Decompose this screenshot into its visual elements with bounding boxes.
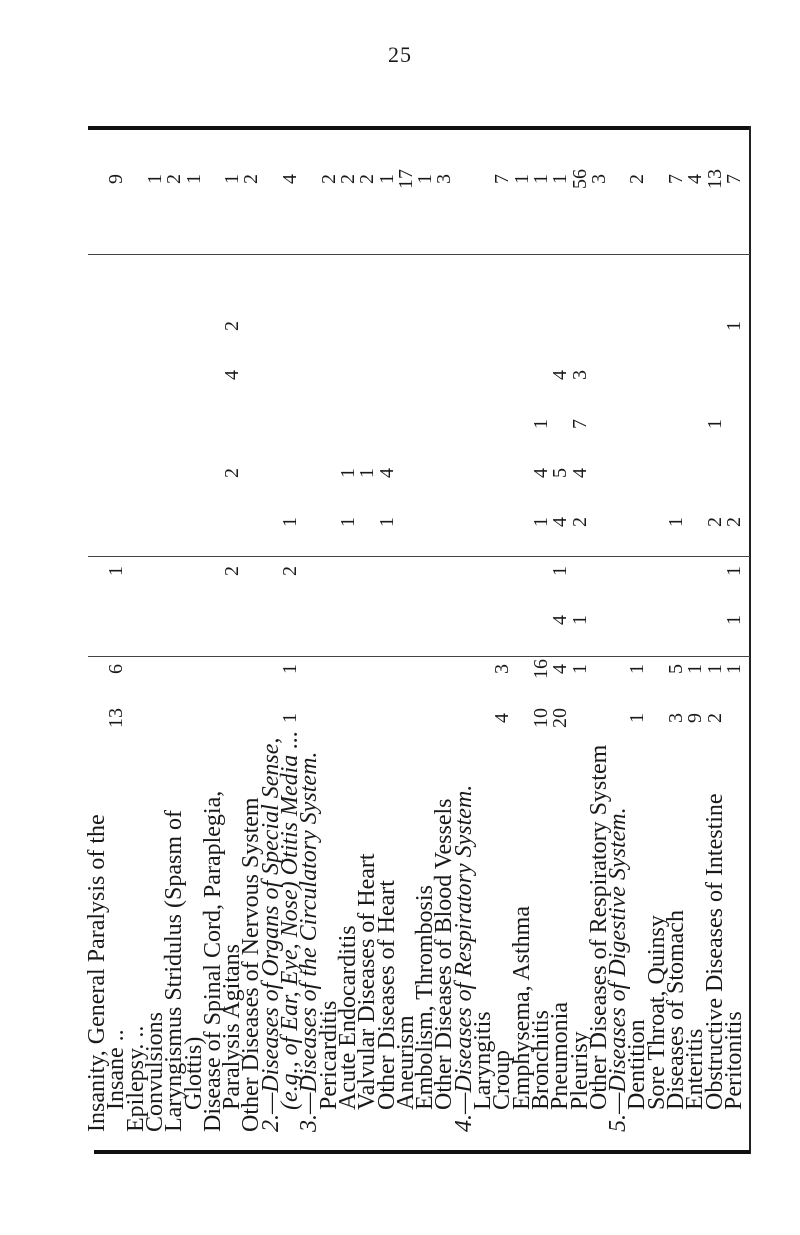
- table-cell: 9: [105, 174, 128, 184]
- cause-label: Pleurisy: [566, 1031, 593, 1110]
- section-heading: 2.—Diseases of Organs of Special Sense,: [257, 737, 284, 1132]
- table-cell: 2: [317, 174, 340, 184]
- table-row: [717, 140, 751, 1140]
- cause-label: Other Diseases of Blood Vessels: [431, 798, 458, 1110]
- table-cell: 1: [626, 664, 649, 674]
- mortality-table: [0, 140, 747, 1140]
- cause-label: Disease of Spinal Cord, Paraplegia,: [199, 790, 226, 1132]
- cause-label: Peritonitis: [720, 1011, 747, 1110]
- table-cell: 6: [105, 664, 128, 674]
- table-cell: 1: [703, 419, 726, 429]
- table-cell: 4: [549, 517, 572, 527]
- section-heading: 5.—Diseases of Digestive System.: [605, 807, 632, 1132]
- table-cell: 4: [568, 468, 591, 478]
- cause-label: Laryngismus Stridulus (Spasm of: [161, 810, 188, 1132]
- table-cell: 3: [587, 174, 610, 184]
- section-heading: 4.—Diseases of Respiratory System.: [450, 784, 477, 1132]
- cause-label: Embolism, Thrombosis: [412, 885, 439, 1110]
- table-cell: 3: [665, 713, 687, 723]
- cause-label: Insanity, General Paralysis of the: [84, 814, 110, 1132]
- cause-label: Croup: [489, 1050, 516, 1110]
- cause-label: Sore Throat, Quinsy: [643, 915, 670, 1110]
- cause-label: Insane ..: [103, 1029, 130, 1110]
- table-cell: 1: [182, 174, 205, 184]
- table-cell: 1: [568, 615, 591, 625]
- section-heading: (e.g., of Ear, Eye, Nose) Otitis Media ...: [277, 730, 303, 1110]
- table-cell: 1: [568, 664, 591, 674]
- top-rule: [88, 126, 750, 130]
- cause-label: Valvular Diseases of Heart: [354, 853, 381, 1110]
- table-cell: 4: [549, 664, 572, 674]
- table-cell: 1: [722, 321, 745, 331]
- table-cell: 7: [491, 174, 514, 184]
- table-cell: 1: [105, 566, 128, 576]
- table-cell: 2: [568, 517, 591, 527]
- table-cell: 1: [722, 664, 745, 674]
- table-cell: 2: [626, 174, 649, 184]
- table-cell: 1: [375, 174, 398, 184]
- table-cell: 2: [221, 468, 244, 478]
- table-cell: 1: [549, 174, 572, 184]
- table-cell: 1: [529, 517, 552, 527]
- table-cell: 1: [722, 615, 745, 625]
- table-cell: 1: [375, 517, 398, 527]
- table-cell: 1: [336, 517, 359, 527]
- cause-label: Bronchitis: [527, 1010, 554, 1110]
- table-cell: 3: [568, 370, 591, 380]
- table-cell: 1: [703, 664, 726, 674]
- table-cell: 5: [549, 468, 572, 478]
- section-heading: 3.—Diseases of the Circulatory System.: [296, 751, 323, 1132]
- table-cell: 9: [684, 713, 707, 723]
- cause-label: Diseases of Stomach: [663, 910, 689, 1110]
- table-cell: 13: [703, 169, 726, 189]
- cause-label: Obstructive Diseases of Intestine: [701, 793, 728, 1110]
- table-cell: 16: [529, 659, 552, 679]
- table-cell: 7: [665, 174, 687, 184]
- cause-label: Emphysema, Asthma: [508, 906, 535, 1110]
- table-cell: 4: [684, 174, 707, 184]
- cause-label: Glottis): [180, 1036, 207, 1110]
- cause-label: Convulsions: [141, 1011, 168, 1132]
- table-cell: 4: [279, 174, 301, 184]
- table-cell: 4: [549, 615, 572, 625]
- table-cell: 2: [703, 517, 726, 527]
- table-cell: 1: [626, 713, 649, 723]
- bottom-rule: [94, 1150, 750, 1154]
- table-cell: 2: [163, 174, 186, 184]
- table-cell: 7: [722, 174, 745, 184]
- table-cell: 1: [221, 174, 244, 184]
- table-cell: 7: [568, 419, 591, 429]
- table-cell: 1: [722, 566, 745, 576]
- table-cell: 4: [375, 468, 398, 478]
- table-cell: 4: [491, 713, 514, 723]
- table-cell: 1: [143, 174, 166, 184]
- cause-label: Dentition: [624, 1019, 651, 1110]
- table-cell: 4: [529, 468, 552, 478]
- table-cell: 1: [529, 174, 552, 184]
- cause-label: Pneumonia: [547, 1002, 574, 1110]
- cause-label: Enteritis: [682, 1028, 709, 1110]
- table-cell: 2: [279, 566, 301, 576]
- cause-label: Other Diseases of Respiratory System: [585, 744, 612, 1110]
- table-cell: 2: [240, 174, 263, 184]
- table-cell: 2: [722, 517, 745, 527]
- table-cell: 4: [221, 370, 244, 380]
- table-cell: 1: [336, 468, 359, 478]
- table-cell: 10: [529, 708, 552, 728]
- cause-label: Laryngitis: [470, 1011, 496, 1110]
- table-cell: 13: [105, 708, 128, 728]
- table-cell: 1: [665, 517, 687, 527]
- table-cell: 2: [336, 174, 359, 184]
- cause-label: Acute Endocarditis: [334, 925, 361, 1110]
- table-cell: 20: [549, 708, 572, 728]
- table-cell: 1: [414, 174, 437, 184]
- table-cell: 1: [529, 419, 552, 429]
- table-cell: 1: [549, 566, 572, 576]
- table-cell: 4: [549, 370, 572, 380]
- table-cell: 5: [665, 664, 687, 674]
- cause-label: Pericarditis: [315, 1000, 342, 1110]
- cause-label: Other Diseases of Nervous System: [238, 797, 265, 1132]
- table-cell: 2: [221, 566, 244, 576]
- table-cell: 1: [279, 664, 301, 674]
- table-cell: 2: [703, 713, 726, 723]
- table-cell: 1: [356, 468, 379, 478]
- table-cell: 2: [221, 321, 244, 331]
- table-cell: 1: [684, 664, 707, 674]
- table-cell: 1: [279, 713, 301, 723]
- cause-label: Aneurism: [392, 1015, 419, 1110]
- cause-label: Epilepsy. ..: [122, 1025, 149, 1132]
- table-cell: 1: [279, 517, 301, 527]
- table-cell: 3: [433, 174, 456, 184]
- cause-label: Paralysis Agitans: [219, 944, 246, 1110]
- table-cell: 3: [491, 664, 514, 674]
- cause-label: Other Diseases of Heart: [373, 880, 400, 1110]
- table-cell: 17: [394, 169, 417, 189]
- page-number: 25: [388, 42, 412, 67]
- table-cell: 56: [568, 169, 591, 189]
- table-cell: 1: [510, 174, 533, 184]
- table-cell: 2: [356, 174, 379, 184]
